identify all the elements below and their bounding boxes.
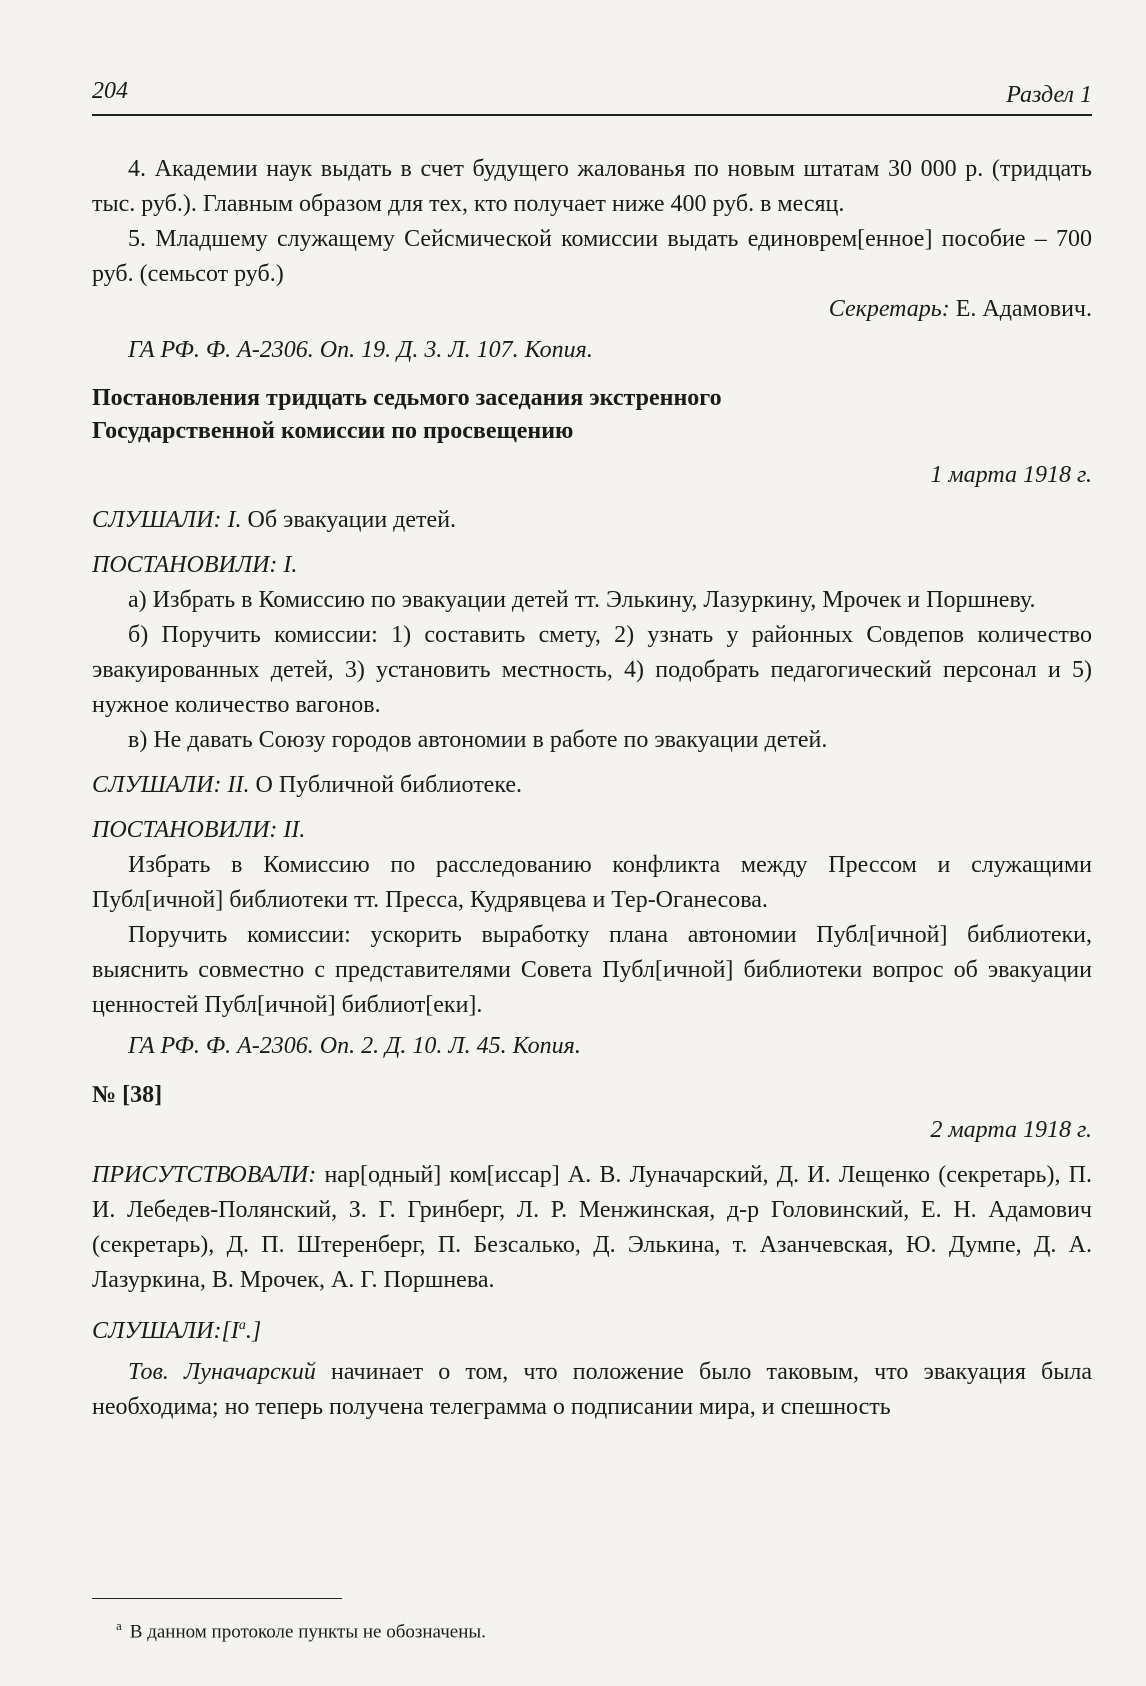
present-list xyxy=(92,1158,1092,1298)
footnote-rule xyxy=(92,1598,342,1599)
present-text: нар[одный] ком[иссар] А. В. Луначарский, Д. И. Лещенко (секретарь), П. И. Лебедев-Полянский, З. Г. Гринберг, Л. Р. Менжинская, д-р Головинский, Е. Н. Адамович (секретарь), Д. П. Штеренберг, П. Безсалько, Д. Элькина, т. Азанчевская, Ю. Думпе, Д. А. Лазуркина, В. Мрочек, А. Г. Поршнева. xyxy=(92,1162,1093,1293)
footnote xyxy=(116,1614,1086,1644)
speech-paragraph xyxy=(92,1355,1092,1425)
document-title-line-1: Постановления тридцать седьмого заседания экстренного xyxy=(92,385,722,411)
document-date-1: 1 марта 1918 г. xyxy=(930,462,1092,488)
resolved-2b: Поручить комиссии: ускорить выработку плана автономии Публ[ичной] библиотеки, выяснить совместно с представителями Совета Публ[ичной] библиотеки вопрос об эвакуации ценностей Публ[ичной] библиот[еки]. xyxy=(92,922,1092,1018)
heard-2 xyxy=(92,768,1092,803)
heard-2-label: СЛУШАЛИ: II. xyxy=(92,772,250,798)
speech-text: начинает о том, что положение было таковым, что эвакуация была необходима; но теперь получена телеграмма о подписании мира, и спешность xyxy=(92,1359,1092,1420)
heard-3-label: СЛУШАЛИ:[I xyxy=(92,1318,239,1344)
resolved-2-label: ПОСТАНОВИЛИ: II. xyxy=(92,817,306,843)
resolved-2a: Избрать в Комиссию по расследованию конфликта между Прессом и служащими Публ[ичной] библиотеки тт. Пресса, Кудрявцева и Тер-Оганесова. xyxy=(92,852,1092,913)
secretary-signature xyxy=(92,292,1092,327)
document-title-line-2: Государственной комиссии по просвещению xyxy=(92,418,574,444)
footnote-mark: а xyxy=(116,1618,122,1633)
present-label: ПРИСУТСТВОВАЛИ: xyxy=(92,1162,317,1188)
paragraph-item-4: 4. Академии наук выдать в счет будущего жалованья по новым штатам 30 000 р. (тридцать тыс. руб.). Главным образом для тех, кто получает ниже 400 руб. в месяц. xyxy=(92,156,1092,217)
paragraph-item-5: 5. Младшему служащему Сейсмической комиссии выдать единоврем[енное] пособие – 700 руб. (семьсот руб.) xyxy=(92,226,1092,287)
heard-3-close: .] xyxy=(245,1318,262,1344)
secretary-name: Е. Адамович. xyxy=(955,296,1092,322)
resolved-1c: в) Не давать Союзу городов автономии в работе по эвакуации детей. xyxy=(128,727,828,753)
footnote-reference: а xyxy=(238,1318,246,1333)
speaker-name: Тов. Луначарский xyxy=(128,1359,316,1385)
section-title: Раздел 1 xyxy=(1006,82,1092,108)
heard-1-text: Об эвакуации детей. xyxy=(247,507,457,533)
resolved-1a: а) Избрать в Комиссию по эвакуации детей тт. Элькину, Лазуркину, Мрочек и Поршневу. xyxy=(128,587,1036,613)
footnote-text: В данном протоколе пункты не обозначены. xyxy=(129,1621,486,1643)
resolved-1-label: ПОСТАНОВИЛИ: I. xyxy=(92,552,298,578)
page-header xyxy=(92,74,1092,114)
heard-3 xyxy=(92,1308,1092,1349)
document-number: № [38] xyxy=(92,1082,163,1108)
heard-1 xyxy=(92,503,1092,538)
document-date-2: 2 марта 1918 г. xyxy=(930,1117,1092,1143)
heard-1-label: СЛУШАЛИ: I. xyxy=(92,507,242,533)
heard-2-text: О Публичной библиотеке. xyxy=(255,772,523,798)
secretary-label: Секретарь: xyxy=(828,296,950,322)
archive-reference-2: ГА РФ. Ф. А-2306. Оп. 2. Д. 10. Л. 45. Копия. xyxy=(128,1033,581,1059)
header-rule xyxy=(92,114,1092,116)
page-number: 204 xyxy=(92,78,128,104)
document-body xyxy=(92,152,1092,1425)
resolved-1b: б) Поручить комиссии: 1) составить смету, 2) узнать у районных Совдепов количество эвакуированных детей, 3) установить местность, 4) подобрать педагогический персонал и 5) нужное количество вагонов. xyxy=(92,622,1092,718)
archive-reference-1: ГА РФ. Ф. А-2306. Оп. 19. Д. 3. Л. 107. Копия. xyxy=(128,337,593,363)
